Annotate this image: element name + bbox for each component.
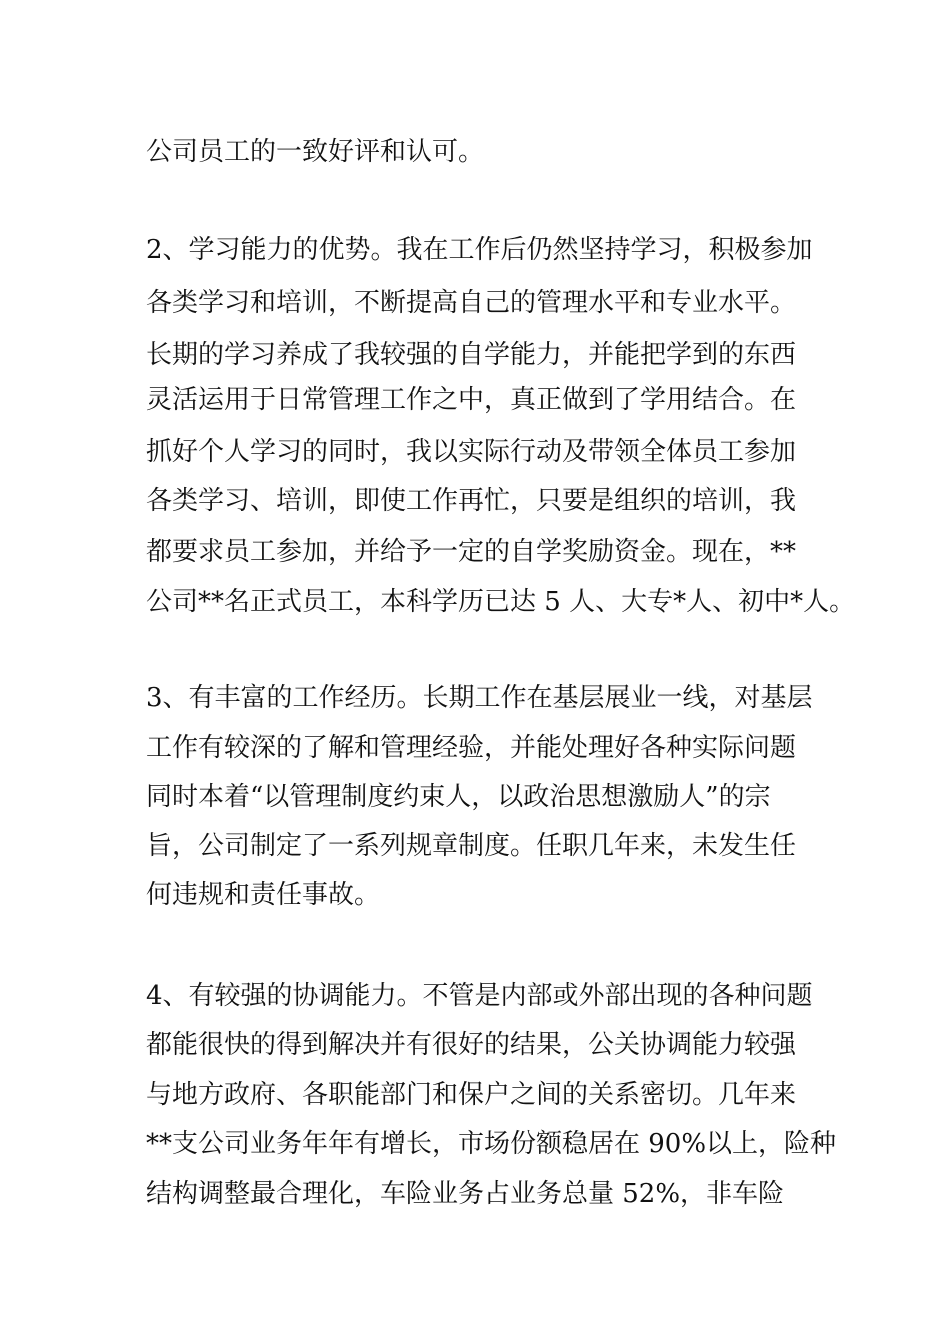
text-line: 与地方政府、各职能部门和保户之间的关系密切。几年来 bbox=[146, 1080, 797, 1110]
text-line: 4、有较强的协调能力。不管是内部或外部出现的各种问题 bbox=[146, 981, 813, 1011]
text-line: 同时本着“以管理制度约束人，以政治思想激励人”的宗 bbox=[146, 782, 771, 812]
text-line: 2、学习能力的优势。我在工作后仍然坚持学习，积极参加 bbox=[146, 235, 813, 265]
text-line: 何违规和责任事故。 bbox=[146, 880, 381, 910]
text-line: 各类学习、培训，即使工作再忙，只要是组织的培训，我 bbox=[146, 486, 797, 516]
text-line: 都要求员工参加，并给予一定的自学奖励资金。现在，** bbox=[146, 537, 797, 567]
text-line: 灵活运用于日常管理工作之中，真正做到了学用结合。在 bbox=[146, 385, 797, 415]
text-line: 3、有丰富的工作经历。长期工作在基层展业一线，对基层 bbox=[146, 683, 813, 713]
text-line: 各类学习和培训，不断提高自己的管理水平和专业水平。 bbox=[146, 288, 797, 318]
text-line: 抓好个人学习的同时，我以实际行动及带领全体员工参加 bbox=[146, 437, 797, 467]
text-line: 旨，公司制定了一系列规章制度。任职几年来，未发生任 bbox=[146, 831, 797, 861]
text-line: 公司员工的一致好评和认可。 bbox=[146, 137, 485, 167]
text-line: 长期的学习养成了我较强的自学能力，并能把学到的东西 bbox=[146, 340, 797, 370]
text-line: **支公司业务年年有增长，市场份额稳居在 90%以上，险种 bbox=[146, 1129, 837, 1159]
text-line: 工作有较深的了解和管理经验，并能处理好各种实际问题 bbox=[146, 733, 797, 763]
text-line: 结构调整最合理化，车险业务占业务总量 52%，非车险 bbox=[146, 1179, 785, 1209]
text-line: 都能很快的得到解决并有很好的结果，公关协调能力较强 bbox=[146, 1030, 797, 1060]
text-line: 公司**名正式员工，本科学历已达 5 人、大专*人、初中*人。 bbox=[146, 587, 856, 617]
